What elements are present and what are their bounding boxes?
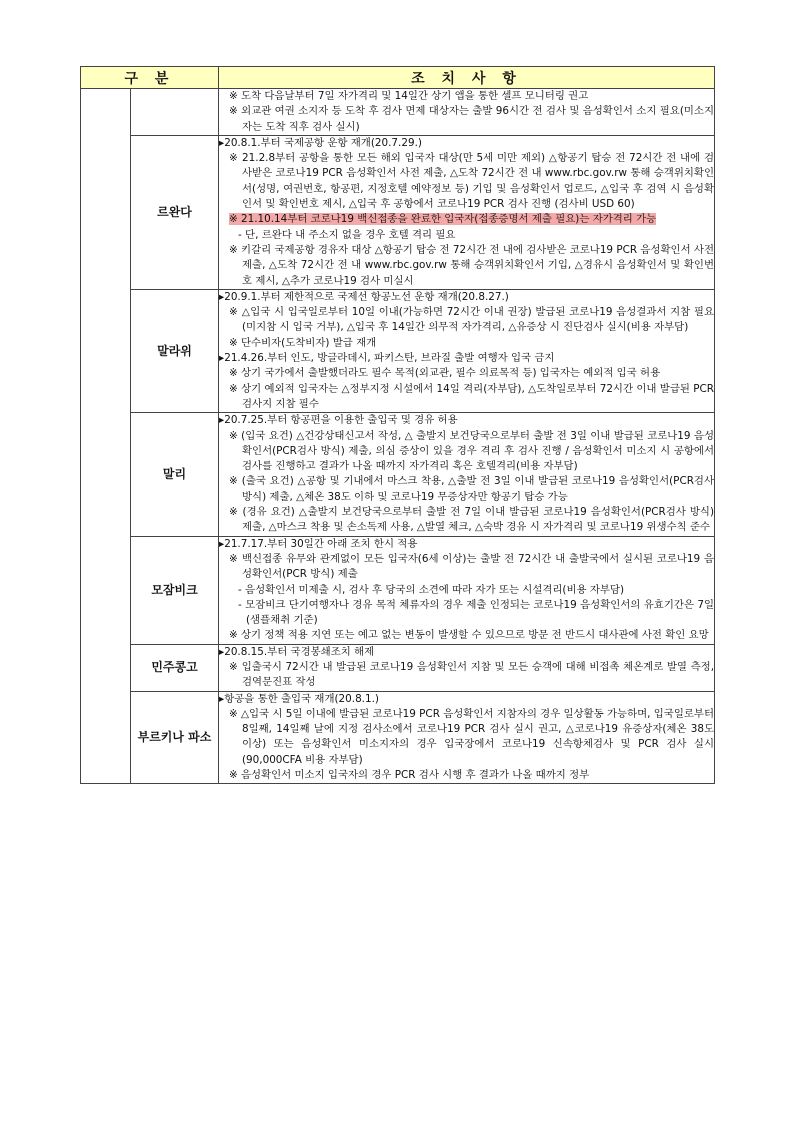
- measure-text: ※ 키갈리 국제공항 경유자 대상 △항공기 탑승 전 72시간 전 내에 검사받은 코로나19 PCR 음성확인서 사전 제출, △도착 72시간 전 내 www.rbc.gov.rw 통해 승객위치확인서 기입, △경유시 음성확인서 및 확인번호 제시, △추가 코로나19 검사 미실시: [229, 243, 714, 287]
- measure-line: [219, 413, 714, 428]
- measure-line: [219, 505, 714, 536]
- measure-line: [219, 645, 714, 660]
- measure-line: [219, 228, 714, 243]
- header-category: 구 분: [81, 67, 219, 89]
- country-row: [81, 691, 715, 784]
- measure-text: - 단, 르완다 내 주소지 없을 경우 호텔 격리 필요: [238, 228, 456, 241]
- measure-line: [219, 628, 714, 643]
- measure-line: [219, 429, 714, 475]
- measures-cell: [219, 413, 715, 536]
- measure-text: ※ 21.2.8부터 공항을 통한 모든 해외 입국자 대상(만 5세 미만 제외) △항공기 탑승 전 72시간 전 내에 검사받은 코로나19 PCR 음성확인서 사전 제출, △도착 72시간 전 내 www.rbc.gov.rw 통해 승객위치확인서(성명, 여권번호, 항공편, 지정호텔 예약정보 등) 기입 및 음성확인서 업로드, △입국 후 검역 시 음성확인서 및 확인번호 제시, △입국 후 공항에서 코로나19 PCR 검사 진행 (검사비 USD 60): [229, 152, 714, 211]
- country-row: [81, 536, 715, 644]
- measure-line: [219, 537, 714, 552]
- header-measures: 조 치 사 항: [219, 67, 715, 89]
- measures-table: [80, 66, 715, 784]
- country-name: 민주콩고: [131, 644, 219, 691]
- measures-cell: [219, 289, 715, 412]
- region-cell: [81, 89, 131, 784]
- measures-cell: [219, 644, 715, 691]
- measure-text: ▸항공을 통한 출입국 재개(20.8.1.): [219, 692, 379, 705]
- measure-text: ※ 음성확인서 미소지 입국자의 경우 PCR 검사 시행 후 결과가 나올 때까지 정부: [229, 769, 590, 782]
- measure-line: [219, 707, 714, 768]
- country-name: [131, 89, 219, 136]
- country-row: [81, 413, 715, 536]
- measure-line: [219, 136, 714, 151]
- measure-line: [219, 598, 714, 629]
- measure-text: - 음성확인서 미제출 시, 검사 후 당국의 소견에 따라 자가 또는 시설격리(비용 자부담): [238, 583, 625, 596]
- measure-text: ※ 상기 국가에서 출발했더라도 필수 목적(외교관, 필수 의료목적 등) 입국자는 예외적 입국 허용: [229, 367, 661, 380]
- measure-text: ※ △입국 시 입국일로부터 10일 이내(가능하면 72시간 이내 권장) 발급된 코로나19 음성결과서 지참 필요(미지참 시 입국 거부), △입국 후 14일간 의무적 자가격리, △유증상 시 진단검사 실시(비용 자부담): [229, 306, 714, 334]
- measure-text: - 모잠비크 단기여행자나 경유 목적 체류자의 경우 제출 인정되는 코로나19 음성확인서의 유효기간은 7일(샘플채취 기준): [238, 598, 714, 627]
- measures-cell: [219, 135, 715, 289]
- measure-text: ▸20.8.1.부터 국제공항 운항 재개(20.7.29.): [219, 136, 422, 149]
- measure-line: [219, 692, 714, 707]
- measure-line: [219, 336, 714, 351]
- measure-line: [219, 89, 714, 104]
- country-row: [81, 89, 715, 136]
- measures-cell: [219, 691, 715, 784]
- measure-line: [219, 768, 714, 783]
- measure-line: [219, 382, 714, 413]
- measure-line: [219, 104, 714, 135]
- measure-text: ▸21.7.17.부터 30일간 아래 조치 한시 적용: [219, 537, 418, 550]
- measure-text: ※ 상기 정책 적용 지연 또는 예고 없는 변동이 발생할 수 있으므로 방문 전 반드시 대사관에 사전 확인 요망: [229, 629, 709, 642]
- measure-line: [219, 212, 714, 227]
- measures-cell: [219, 89, 715, 136]
- measure-text: ※ 도착 다음날부터 7일 자가격리 및 14일간 상기 앱을 통한 셀프 모니터링 권고: [229, 90, 589, 102]
- measure-line: [219, 290, 714, 305]
- measure-text: ※ 입출국시 72시간 내 발급된 코로나19 음성확인서 지참 및 모든 승객에 대해 비접촉 체온계로 발열 측정, 검역문진표 작성: [229, 660, 714, 689]
- country-name: 모잠비크: [131, 536, 219, 644]
- measure-line: [219, 583, 714, 598]
- country-name: 말라위: [131, 289, 219, 412]
- measure-text: ※ 백신접종 유무와 관계없이 모든 입국자(6세 이상)는 출발 전 72시간 내 출발국에서 실시된 코로나19 음성확인서(PCR 방식) 제출: [229, 552, 714, 581]
- measure-text: ※ 단수비자(도착비자) 발급 재개: [229, 336, 377, 349]
- measure-line: [219, 243, 714, 289]
- measure-line: [219, 474, 714, 505]
- measure-text: ※ △입국 시 5일 이내에 발급된 코로나19 PCR 음성확인서 지참자의 경우 일상활동 가능하며, 입국일로부터 8일째, 14일째 날에 지정 검사소에서 코로나19 PCR 검사 실시 권고, △코로나19 유증상자(체온 38도 이상) 또는 음성확인서 미소지자의 경우 입국장에서 코로나19 신속항체검사 및 PCR 검사 실시(90,000CFA 비용 자부담): [229, 707, 714, 766]
- measure-text: ※ 외교관 여권 소지자 등 도착 후 검사 면제 대상자는 출발 96시간 전 검사 및 음성확인서 소지 필요(미소지자는 도착 직후 검사 실시): [229, 105, 714, 133]
- measure-line: [219, 552, 714, 583]
- highlighted-measure-text: ※ 21.10.14부터 코로나19 백신접종을 완료한 입국자(접종증명서 제출 필요)는 자가격리 가능: [229, 213, 657, 226]
- measure-text: ▸20.8.15.부터 국경봉쇄조치 해제: [219, 645, 375, 658]
- measure-line: [219, 660, 714, 691]
- measures-cell: [219, 536, 715, 644]
- measure-line: [219, 351, 714, 366]
- measure-text: ▸21.4.26.부터 인도, 방글라데시, 파키스탄, 브라질 출발 여행자 입국 금지: [219, 352, 555, 365]
- measure-text: ※ (경유 요건) △출발지 보건당국으로부터 출발 전 7일 이내 발급된 코로나19 음성확인서(PCR검사 방식) 제출, △마스크 착용 및 손소독제 사용, △발열 체크, △숙박 경유 시 자가격리 및 코로나19 위생수칙 준수: [229, 506, 714, 534]
- measure-text: ※ (출국 요건) △공항 및 기내에서 마스크 착용, △출발 전 3일 이내 발급된 코로나19 음성확인서(PCR검사 방식) 제출, △체온 38도 이하 및 코로나19 무증상자만 항공기 탑승 가능: [229, 475, 714, 503]
- measure-text: ▸20.9.1.부터 제한적으로 국제선 항공노선 운항 재개(20.8.27.): [219, 290, 509, 303]
- country-name: 르완다: [131, 135, 219, 289]
- country-row: [81, 135, 715, 289]
- country-row: [81, 644, 715, 691]
- measure-text: ※ (입국 요건) △건강상태신고서 작성, △ 출발지 보건당국으로부터 출발 전 3일 이내 발급된 코로나19 음성확인서(PCR검사 방식) 제출, 의심 증상이 있을 경우 격리 후 검사 진행 / 음성확인서 미소지 시 공항에서 검사를 진행하고 결과가 나올 때까지 자가격리 혹은 호텔격리(비용 자부담): [229, 429, 714, 473]
- country-name: 부르키나 파소: [131, 691, 219, 784]
- measure-line: [219, 366, 714, 381]
- table-header-row: [81, 67, 715, 89]
- measure-line: [219, 305, 714, 336]
- country-name: 말리: [131, 413, 219, 536]
- country-row: [81, 289, 715, 412]
- measure-text: ※ 상기 예외적 입국자는 △정부지정 시설에서 14일 격리(자부담), △도착일로부터 72시간 이내 발급된 PCR 검사지 지참 필수: [229, 382, 714, 410]
- measure-text: ▸20.7.25.부터 항공편을 이용한 출입국 및 경유 허용: [219, 414, 458, 427]
- measure-line: [219, 151, 714, 212]
